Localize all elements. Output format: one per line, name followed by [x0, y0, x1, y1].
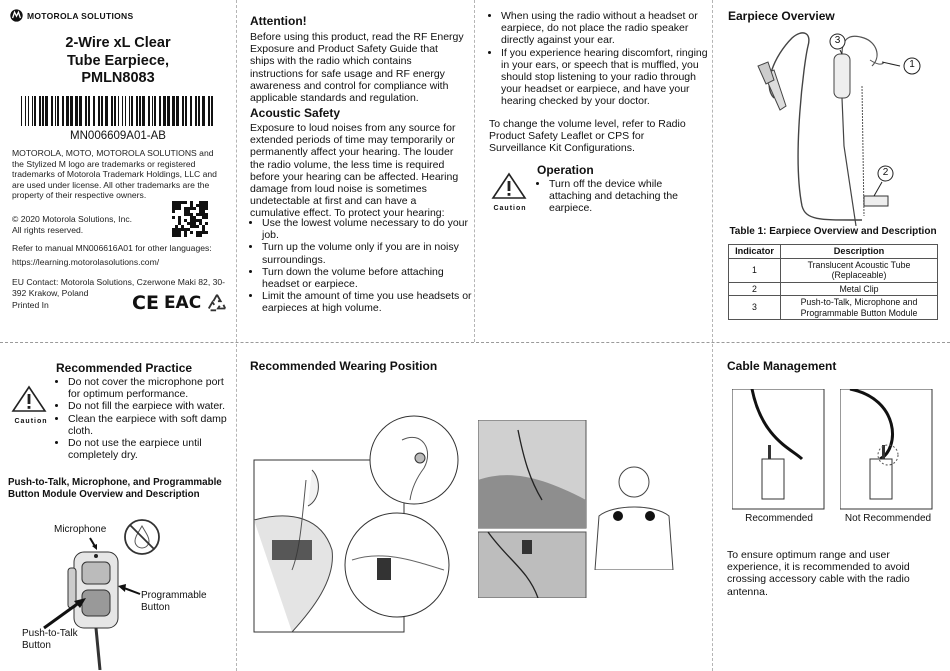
qr-module — [187, 213, 190, 216]
qr-module — [187, 210, 190, 213]
eu-contact: EU Contact: Motorola Solutions, Czerwone Maki 82, 30-392 Krakow, Poland — [12, 277, 226, 298]
list-item: • Do not cover the microphone port for optimum performance. — [68, 376, 228, 400]
list-item: • Use the lowest volume necessary to do your job. — [262, 217, 472, 241]
barcode-bar — [195, 96, 197, 126]
programmable-label: Programmable Button — [141, 590, 207, 613]
barcode-bar — [122, 96, 123, 126]
eac-mark: EAC — [163, 293, 202, 313]
barcode-bar — [42, 96, 44, 126]
qr-module — [202, 216, 205, 219]
acoustic-body: Exposure to loud noises from any source for extended periods of time may temporarily or permanently affect your hearing. The louder the radio volume, the less time is required before your hearing can be affected. Hearing damage from loud noise is sometimes undetectable at first and can have a cumulative effect. To protect your hearing: — [250, 122, 459, 220]
qr-module — [202, 201, 205, 204]
list-item: • Do not fill the earpiece with water. — [68, 400, 228, 412]
barcode-bar — [136, 96, 138, 126]
fold-line-horizontal — [0, 342, 950, 343]
qr-module — [172, 207, 175, 210]
qr-module — [202, 213, 205, 216]
fold-line — [474, 0, 475, 342]
qr-module — [202, 231, 205, 234]
qr-module — [172, 201, 175, 204]
acoustic-heading: Acoustic Safety — [250, 106, 341, 120]
brand-name: MOTOROLA SOLUTIONS — [27, 10, 134, 21]
product-title — [18, 35, 218, 88]
wearing-heading: Recommended Wearing Position — [250, 359, 438, 373]
qr-module — [199, 210, 202, 213]
barcode-bar — [129, 96, 130, 126]
qr-module — [202, 204, 205, 207]
arrow-icon — [40, 598, 88, 630]
arrow-icon — [116, 584, 142, 598]
qr-module — [172, 204, 175, 207]
recommended-illustration — [732, 389, 826, 511]
caution-label: Caution — [493, 205, 527, 212]
barcode-bar — [98, 96, 100, 126]
qr-module — [205, 204, 208, 207]
operation-heading: Operation — [537, 163, 594, 177]
earpiece-diagram — [752, 26, 932, 226]
qr-module — [193, 225, 196, 228]
qr-module — [178, 219, 181, 222]
barcode-bar — [198, 96, 200, 126]
qr-module — [178, 228, 181, 231]
qr-module — [196, 204, 199, 207]
barcode-bar — [125, 96, 126, 126]
volume-note: To change the volume level, refer to Radio Product Safety Leaflet or CPS for Surveillance Kit Configurations. — [489, 118, 686, 155]
list-item: • Limit the amount of time you use headsets or earpieces at high volume. — [262, 290, 472, 314]
module-heading: Push-to-Talk, Microphone, and Programmable Button Module Overview and Description — [8, 477, 222, 500]
barcode-bar — [182, 96, 184, 126]
part-number: PMLN8083 — [81, 70, 155, 86]
barcode-bar — [51, 96, 53, 126]
no-water-icon — [122, 517, 162, 562]
qr-module — [193, 222, 196, 225]
qr-module — [178, 204, 181, 207]
attention-heading: Attention! — [250, 14, 307, 28]
qr-module — [193, 207, 196, 210]
barcode-bar — [139, 96, 141, 126]
qr-module — [175, 204, 178, 207]
barcode-bar — [163, 96, 166, 126]
qr-module — [187, 222, 190, 225]
qr-module — [199, 213, 202, 216]
brand-logo — [10, 9, 133, 22]
qr-module — [205, 216, 208, 219]
barcode-bar — [32, 96, 33, 126]
qr-module — [178, 207, 181, 210]
barcode-bar — [208, 96, 210, 126]
qr-module — [202, 225, 205, 228]
qr-module — [205, 201, 208, 204]
barcode-bar — [176, 96, 179, 126]
qr-module — [199, 234, 202, 237]
learning-url[interactable]: https://learning.motorolasolutions.com/ — [12, 257, 160, 267]
barcode-bar — [202, 96, 205, 126]
qr-module — [184, 231, 187, 234]
acoustic-list — [250, 217, 472, 315]
qr-module — [181, 228, 184, 231]
neck-photo — [478, 420, 588, 598]
practice-list — [56, 376, 228, 461]
barcode-bar — [159, 96, 161, 126]
qr-module — [175, 207, 178, 210]
barcode-bar — [85, 96, 87, 126]
qr-module — [175, 231, 178, 234]
caution-badge — [491, 172, 529, 212]
qr-module — [190, 225, 193, 228]
barcode-bar — [142, 96, 145, 126]
qr-module — [175, 234, 178, 237]
table-cell: 3 — [729, 296, 781, 320]
table-cell: 1 — [729, 258, 781, 282]
copyright-line: All rights reserved. — [12, 224, 84, 235]
callout-1 — [903, 57, 921, 80]
barcode-bar — [211, 96, 213, 126]
barcode-bar — [185, 96, 187, 126]
table-cell: Metal Clip — [781, 282, 938, 296]
qr-module — [178, 234, 181, 237]
barcode-bar — [93, 96, 95, 126]
barcode-bar — [131, 96, 133, 126]
barcode-bar — [79, 96, 82, 126]
not-recommended-label: Not Recommended — [844, 513, 932, 524]
qr-module — [199, 219, 202, 222]
qr-module — [202, 228, 205, 231]
list-item: • Clean the earpiece with soft damp cloth. — [68, 413, 228, 437]
fold-line — [236, 0, 237, 342]
caution-label: Caution — [14, 418, 48, 425]
qr-module — [190, 201, 193, 204]
barcode-bar — [66, 96, 69, 126]
qr-module — [172, 231, 175, 234]
qr-module — [205, 222, 208, 225]
qr-module — [196, 219, 199, 222]
printed-in: Printed In — [12, 300, 49, 310]
table-cell: Push-to-Talk, Microphone and Programmable Button Module — [781, 296, 938, 320]
overview-table — [728, 244, 938, 320]
ce-mark: CE — [132, 292, 159, 314]
qr-module — [178, 216, 181, 219]
qr-module — [184, 234, 187, 237]
warning-triangle-icon — [11, 385, 47, 413]
qr-module — [172, 228, 175, 231]
callout-number: 1 — [909, 59, 915, 70]
not-recommended-illustration — [840, 389, 934, 511]
qr-module — [175, 228, 178, 231]
qr-module — [190, 207, 193, 210]
qr-module — [199, 204, 202, 207]
table-header-row — [729, 245, 938, 259]
qr-module — [196, 225, 199, 228]
barcode-bar — [57, 96, 59, 126]
certification-marks — [132, 292, 228, 314]
list-item: • If you experience hearing discomfort, ringing in your ears, or speech that is muffled, you should stop listening to your radio through your headset or earpiece, and have your hearing checked by your doctor. — [501, 47, 713, 108]
qr-module — [190, 219, 193, 222]
barcode-bar — [25, 96, 26, 126]
callout-number: 2 — [882, 167, 889, 178]
barcode-bar — [39, 96, 41, 126]
qr-module — [175, 225, 178, 228]
practice-heading: Recommended Practice — [56, 361, 193, 375]
qr-module — [172, 216, 175, 219]
qr-module — [184, 207, 187, 210]
qr-code — [172, 201, 208, 237]
qr-module — [199, 222, 202, 225]
barcode — [21, 96, 217, 126]
barcode-bar — [55, 96, 56, 126]
barcode-bar — [118, 96, 119, 126]
fold-line — [236, 344, 237, 671]
recycle-icon — [206, 292, 228, 314]
qr-module — [190, 231, 193, 234]
column-header: Description — [781, 245, 938, 259]
qr-module — [190, 204, 193, 207]
table-cell: Translucent Acoustic Tube (Replaceable) — [781, 258, 938, 282]
callout-3 — [829, 33, 846, 55]
barcode-bar — [21, 96, 22, 126]
qr-module — [172, 234, 175, 237]
warning-triangle-icon — [491, 172, 527, 200]
qr-module — [199, 207, 202, 210]
table-title: Table 1: Earpiece Overview and Description — [729, 226, 937, 237]
list-item: • Turn up the volume only if you are in noisy surroundings. — [262, 241, 472, 265]
trademark-notice: MOTOROLA, MOTO, MOTOROLA SOLUTIONS and the Stylized M logo are trademarks or registered trademarks of Motorola Trademark Holdings, LLC and are used under license. All other trademarks are the property of their respective owners. — [12, 148, 217, 201]
barcode-bar — [172, 96, 175, 126]
qr-module — [190, 222, 193, 225]
attention-body: Before using this product, read the RF Energy Exposure and Product Safety Guide that ships with the radio which contains instructions for safe usage and RF energy awareness and control for compliance with applicable standards and regulation. — [250, 31, 464, 105]
barcode-bar — [62, 96, 64, 126]
list-item: • Do not use the earpiece until completely dry. — [68, 437, 228, 461]
qr-module — [187, 228, 190, 231]
arrow-icon — [88, 536, 100, 552]
barcode-bar — [190, 96, 192, 126]
qr-module — [178, 222, 181, 225]
barcode-bar — [28, 96, 29, 126]
barcode-bar — [152, 96, 153, 126]
qr-module — [178, 201, 181, 204]
qr-module — [196, 213, 199, 216]
qr-module — [172, 210, 175, 213]
qr-module — [184, 228, 187, 231]
copyright-line: © 2020 Motorola Solutions, Inc. — [12, 214, 133, 224]
operation-list — [537, 178, 699, 215]
overview-heading: Earpiece Overview — [728, 9, 835, 23]
person-illustration — [593, 460, 675, 570]
list-item: • Turn off the device while attaching and detaching the earpiece. — [549, 178, 699, 215]
callout-number: 3 — [834, 35, 841, 46]
ptt-label: Push-to-Talk Button — [22, 628, 78, 651]
qr-module — [199, 231, 202, 234]
qr-module — [190, 213, 193, 216]
qr-module — [175, 201, 178, 204]
qr-module — [202, 210, 205, 213]
table-row — [729, 258, 938, 282]
callout-2 — [877, 165, 894, 187]
qr-module — [196, 234, 199, 237]
barcode-bar — [75, 96, 78, 126]
safety-list — [489, 10, 713, 108]
barcode-bar — [70, 96, 73, 126]
barcode-bar — [88, 96, 90, 126]
fold-line — [712, 344, 713, 671]
qr-module — [184, 210, 187, 213]
table-cell: 2 — [729, 282, 781, 296]
recommended-label: Recommended — [745, 513, 813, 524]
qr-module — [199, 201, 202, 204]
barcode-bar — [45, 96, 48, 126]
barcode-bar — [34, 96, 36, 126]
qr-module — [181, 225, 184, 228]
barcode-bar — [114, 96, 116, 126]
wearing-illustration — [252, 410, 477, 636]
list-item: • When using the radio without a headset or earpiece, do not place the radio speaker directly against your ear. — [501, 10, 713, 47]
barcode-bar — [111, 96, 113, 126]
barcode-bar — [167, 96, 170, 126]
manual-reference: Refer to manual MN006616A01 for other languages: — [12, 243, 212, 253]
microphone-label: Microphone — [54, 524, 107, 535]
table-row — [729, 282, 938, 296]
qr-module — [181, 201, 184, 204]
table-row — [729, 296, 938, 320]
qr-module — [196, 231, 199, 234]
qr-module — [205, 213, 208, 216]
qr-module — [187, 207, 190, 210]
qr-module — [190, 216, 193, 219]
list-item: • Turn down the volume before attaching headset or earpiece. — [262, 266, 472, 290]
prohibited-icon — [122, 517, 162, 557]
caution-badge — [11, 385, 51, 425]
qr-module — [193, 216, 196, 219]
barcode-text: MN006609A01-AB — [70, 130, 166, 142]
barcode-bar — [105, 96, 108, 126]
qr-module — [178, 231, 181, 234]
barcode-bar — [148, 96, 150, 126]
column-header: Indicator — [729, 245, 781, 259]
cable-note: To ensure optimum range and user experience, it is recommended to avoid crossing accessory cable with the radio antenna. — [727, 549, 910, 598]
title-line: Tube Earpiece, — [66, 52, 170, 69]
title-line: 2-Wire xL Clear — [65, 35, 171, 51]
qr-module — [205, 207, 208, 210]
barcode-bar — [101, 96, 103, 126]
copyright — [12, 214, 162, 235]
qr-module — [205, 231, 208, 234]
qr-module — [184, 201, 187, 204]
barcode-bar — [154, 96, 156, 126]
qr-module — [193, 219, 196, 222]
qr-module — [184, 219, 187, 222]
motorola-m-icon — [10, 9, 23, 22]
qr-module — [202, 207, 205, 210]
cable-heading: Cable Management — [727, 359, 837, 373]
qr-module — [184, 213, 187, 216]
